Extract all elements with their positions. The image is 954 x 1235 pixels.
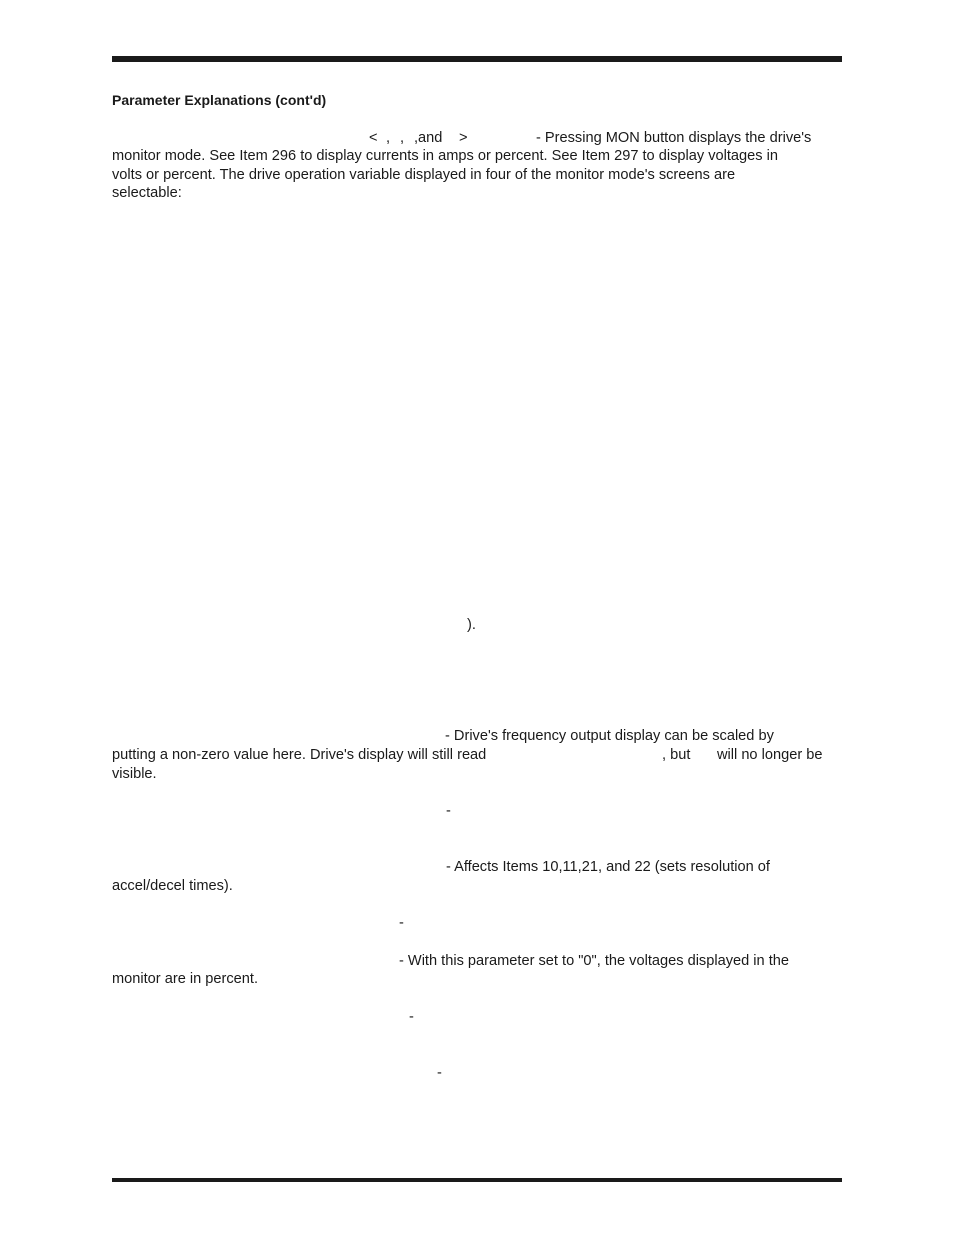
p1-line-3: volts or percent. The drive operation variable displayed in four of the monitor mode's screens are [112,166,736,183]
paren-close: ). [467,617,476,633]
p1-line-2: monitor mode. See Item 296 to display currents in amps or percent. See Item 297 to display voltages in [112,148,778,164]
p3-first-line: - Affects Items 10,11,21, and 22 (sets resolution of [446,859,770,875]
dash-d: - [437,1065,442,1081]
dash-a: - [446,803,451,819]
p2-line-2b: , but [662,747,691,763]
p1-fragment-lt: < [369,130,378,146]
dash-b: - [399,915,404,931]
p2-line-2a: putting a non-zero value here. Drive's display will still read [112,747,487,763]
p1-fragment-comma-2: , [400,130,405,146]
p1-body [112,147,842,203]
dash-c: - [409,1009,414,1025]
p4-line-2: monitor are in percent. [112,971,259,987]
p3-line-2: accel/decel times). [112,878,233,894]
p2-line-2c: will no longer be [717,747,823,763]
p1-first-line: - Pressing MON button displays the drive's [536,130,812,146]
p1-fragment-and: ,and [414,130,443,146]
section-heading: Parameter Explanations (cont'd) [112,92,327,108]
p2-first-line: - Drive's frequency output display can be scaled by [445,728,774,744]
top-rule [112,56,842,62]
p2-line-3: visible. [112,766,157,782]
p4-first-line: - With this parameter set to "0", the voltages displayed in the [399,953,789,969]
p1-line-4: selectable: [112,185,182,202]
p1-fragment-comma-1: , [386,130,391,146]
p1-fragment-gt: > [459,130,468,146]
bottom-rule [112,1178,842,1182]
